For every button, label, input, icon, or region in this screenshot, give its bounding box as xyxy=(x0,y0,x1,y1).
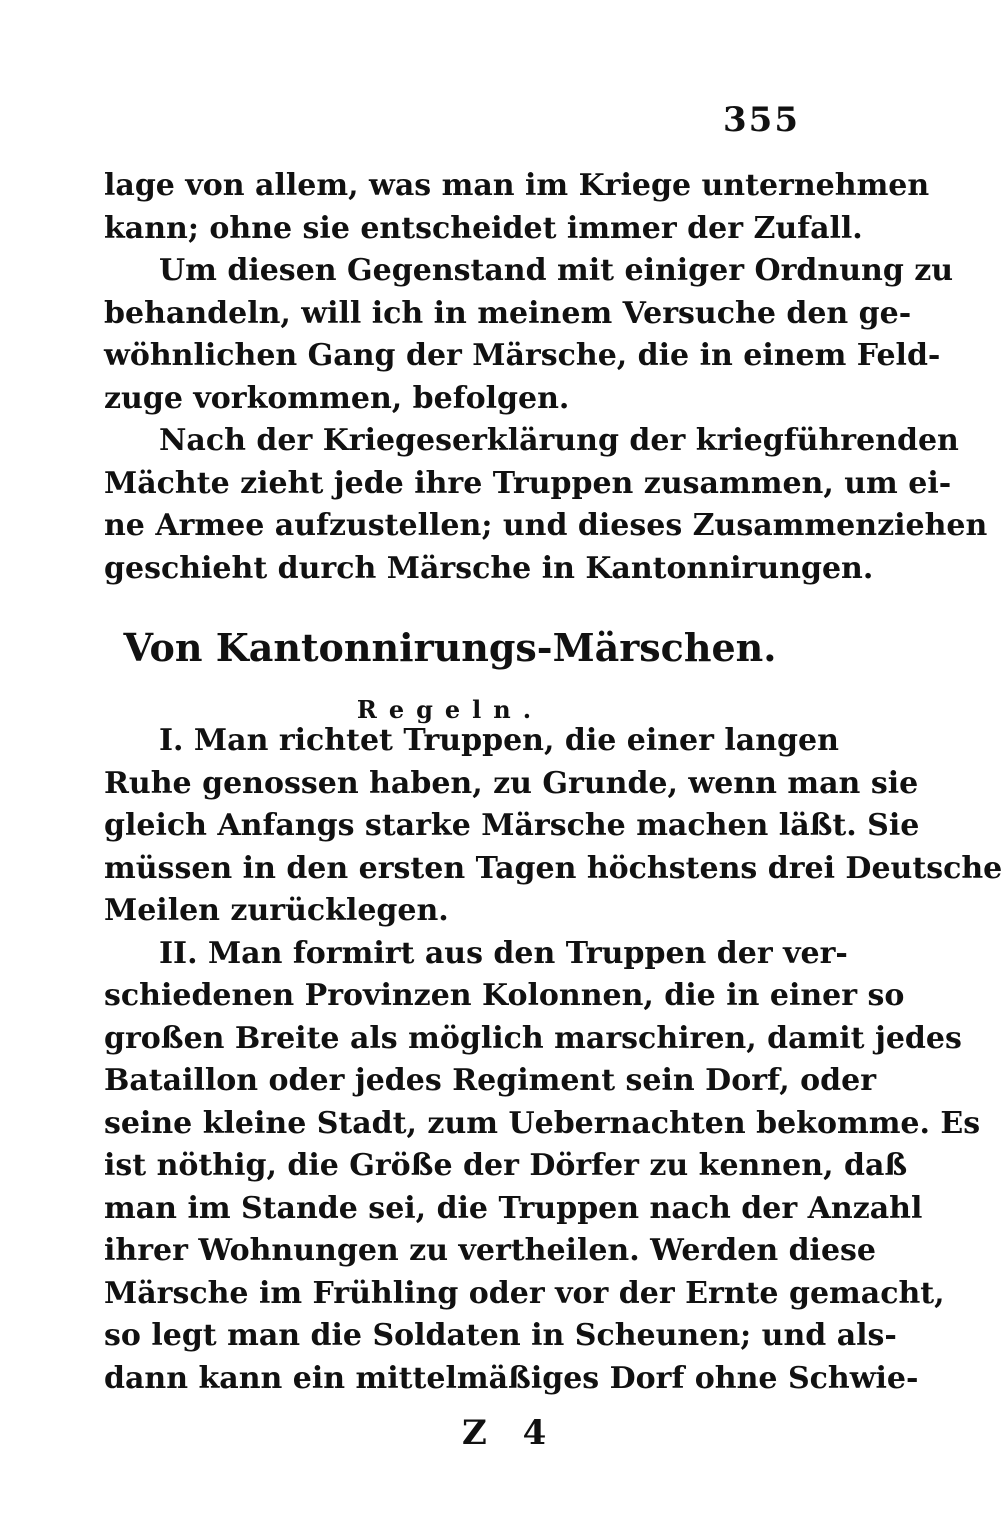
text-line: großen Breite als möglich marschiren, damit jedes xyxy=(104,1020,962,1056)
text-line: Nach der Kriegeserklärung der kriegführenden xyxy=(159,423,959,458)
text-line: Ruhe genossen haben, zu Grunde, wenn man sie xyxy=(104,765,919,801)
text-line: Mächte zieht jede ihre Truppen zusammen, um ei- xyxy=(104,465,952,501)
text-line: II. Man formirt aus den Truppen der ver- xyxy=(159,935,848,971)
section-heading: Von Kantonnirungs-Märschen. xyxy=(123,625,777,670)
text-line: Um diesen Gegenstand mit einiger Ordnung zu xyxy=(159,253,954,288)
section-subheading: Regeln. xyxy=(356,695,544,724)
text-line: zuge vorkommen, befolgen. xyxy=(104,380,570,416)
text-block-top xyxy=(104,165,988,590)
text-line: schiedenen Provinzen Kolonnen, die in einer so xyxy=(104,978,905,1013)
text-line: so legt man die Soldaten in Scheunen; und als- xyxy=(104,1318,897,1353)
text-line: Bataillon oder jedes Regiment sein Dorf, oder xyxy=(104,1063,877,1098)
text-line: Märsche im Frühling oder vor der Ernte gemacht, xyxy=(104,1275,945,1311)
text-line: müssen in den ersten Tagen höchstens drei Deutsche xyxy=(104,850,1002,886)
signature-mark: Z 4 xyxy=(462,1413,559,1453)
text-line: ihrer Wohnungen zu vertheilen. Werden diese xyxy=(104,1233,877,1268)
text-line: lage von allem, was man im Kriege unternehmen xyxy=(104,168,930,203)
text-line: Meilen zurücklegen. xyxy=(104,893,449,928)
text-line: ist nöthig, die Größe der Dörfer zu kennen, daß xyxy=(104,1148,908,1183)
text-line: behandeln, will ich in meinem Versuche den ge- xyxy=(104,295,912,331)
text-line: wöhnlichen Gang der Märsche, die in einem Feld- xyxy=(104,338,941,373)
text-line: dann kann ein mittelmäßiges Dorf ohne Schwie- xyxy=(104,1360,919,1396)
text-line: gleich Anfangs starke Märsche machen läßt. Sie xyxy=(104,808,920,843)
text-line: ne Armee aufzustellen; und dieses Zusammenziehen xyxy=(104,508,988,543)
text-line: seine kleine Stadt, zum Uebernachten bekomme. Es xyxy=(104,1105,981,1141)
text-block-bottom xyxy=(104,720,1002,1400)
text-line: I. Man richtet Truppen, die einer langen xyxy=(159,723,839,758)
text-line: man im Stande sei, die Truppen nach der Anzahl xyxy=(104,1190,923,1226)
page-number: 355 xyxy=(723,100,800,140)
text-line: geschieht durch Märsche in Kantonnirungen. xyxy=(104,550,874,586)
text-line: kann; ohne sie entscheidet immer der Zufall. xyxy=(104,210,863,246)
